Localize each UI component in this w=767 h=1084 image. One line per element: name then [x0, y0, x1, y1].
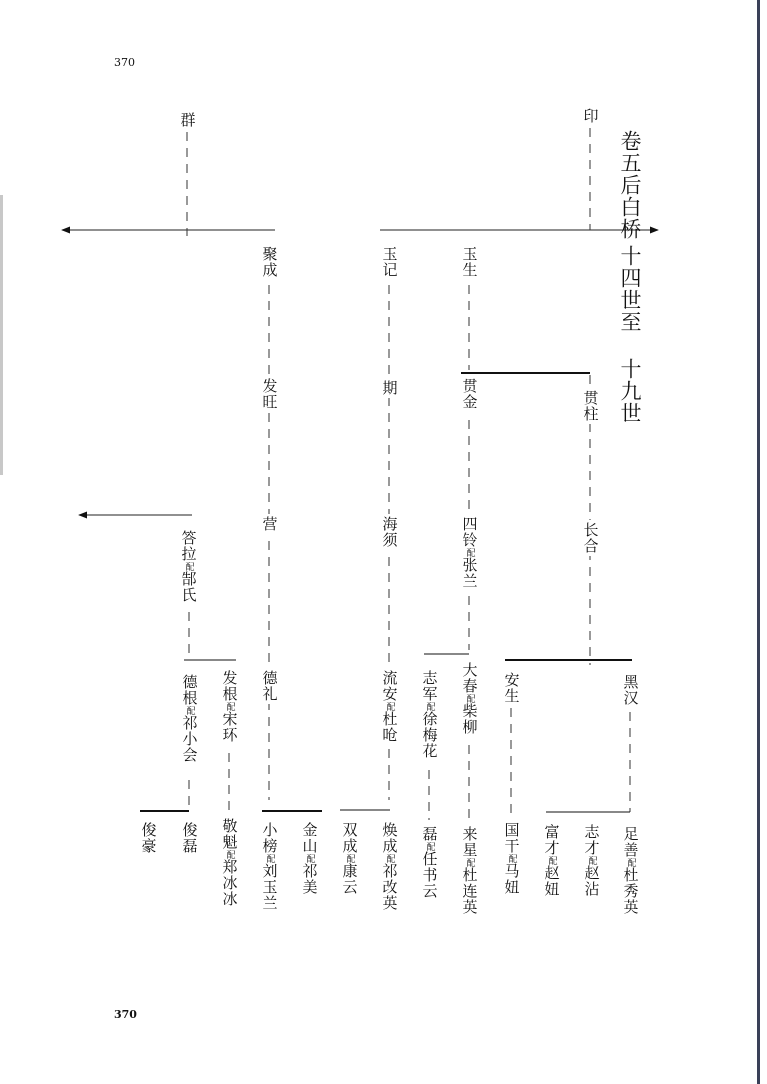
person-guogan: 国干配马妞 [502, 822, 521, 895]
person-deli: 德礼 [260, 670, 279, 702]
person-zhicai: 志才配赵沾 [582, 824, 601, 897]
person-fucai: 富才配赵妞 [542, 824, 561, 897]
person-lei: 磊配任书云 [420, 826, 439, 899]
person-laixing: 来星配杜连英 [460, 826, 479, 915]
person-guanjin: 贯金 [460, 378, 479, 410]
person-huancheng: 焕成配祁改英 [380, 822, 399, 911]
person-dala: 答拉配郜氏 [179, 530, 198, 603]
person-junhao: 俊豪 [139, 822, 158, 854]
person-ying: 营 [260, 516, 279, 532]
person-yin: 印 [581, 108, 600, 124]
page-number-top: 370 [114, 56, 135, 69]
person-degen: 德根配祁小会 [180, 674, 199, 763]
person-xiaobang: 小榜配刘玉兰 [260, 822, 279, 911]
person-dachun: 大春配柴柳 [460, 662, 479, 735]
person-liuan: 流安配杜呛 [380, 670, 399, 743]
person-changhe: 长合 [581, 522, 600, 554]
person-ansheng: 安生 [502, 672, 521, 704]
person-jingkui: 敬魁配郑冰冰 [220, 818, 239, 907]
person-siling: 四铃配张兰 [460, 516, 479, 589]
person-jucheng: 聚成 [260, 246, 279, 278]
person-haixu: 海须 [380, 516, 399, 548]
person-fawang: 发旺 [260, 378, 279, 410]
person-shuangcheng: 双成配康云 [340, 822, 359, 895]
chart-title-generations: 十四世至 十九世 [618, 245, 642, 424]
page-number-bottom: 370 [114, 1008, 137, 1021]
person-yuji: 玉记 [380, 246, 399, 278]
chart-title-volume: 卷五后白桥 [618, 130, 642, 240]
person-fagen: 发根配宋环 [220, 670, 239, 743]
person-jinshan: 金山配祁美 [300, 822, 319, 895]
person-heihan: 黑汉 [621, 674, 640, 706]
person-junlei: 俊磊 [180, 822, 199, 854]
person-yusheng: 玉生 [460, 246, 479, 278]
person-zushan: 足善配杜秀英 [621, 826, 640, 915]
person-qi: 期 [380, 380, 399, 396]
person-guanzhu: 贯柱 [581, 390, 600, 422]
person-zhijun: 志军配徐梅花 [420, 670, 439, 759]
person-qun: 群 [178, 112, 197, 128]
